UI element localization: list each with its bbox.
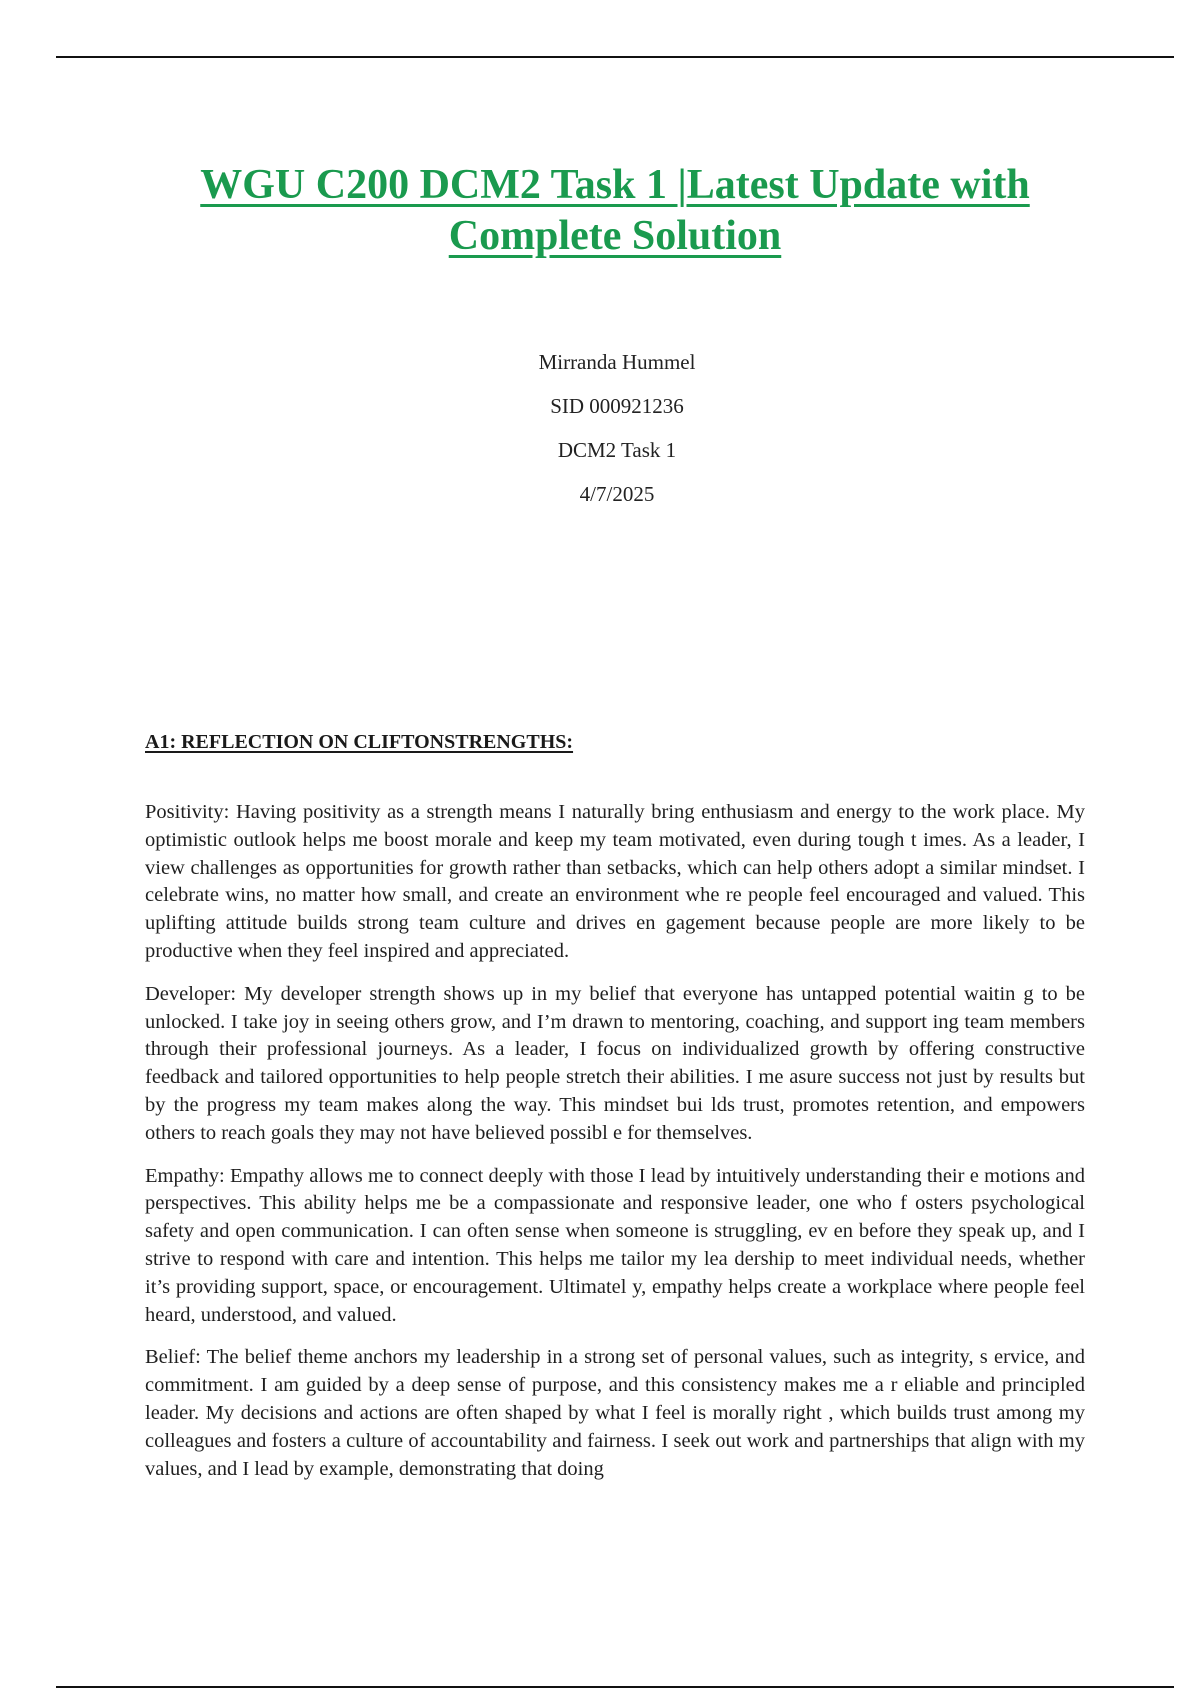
- paragraph-developer: Developer: My developer strength shows up in my belief that everyone has untapped potential waitin g to be unlocked. I take joy in seeing others grow, and I’m drawn to mentoring, coaching, and support ing team members through their professional journeys. As a leader, I focus on individualized growth by offering constructive feedback and tailored opportunities to help people stretch their abilities. I me asure success not just by results but by the progress my team makes along the way. This mindset bui lds trust, promotes retention, and empowers others to reach goals they may not have believed possibl e for themselves.: [145, 982, 1085, 1144]
- author-name: Mirranda Hummel: [538, 350, 696, 374]
- title-line-2: Complete Solution: [448, 213, 782, 259]
- document-date: 4/7/2025: [579, 482, 655, 506]
- bottom-rule: [56, 1686, 1174, 1688]
- paragraph-empathy: Empathy: Empathy allows me to connect deeply with those I lead by intuitively understanding their e motions and perspectives. This ability helps me be a compassionate and responsive leader, one who f osters psychological safety and open communication. I can often sense when someone is struggling, ev en before they speak up, and I strive to respond with care and intention. This helps me tailor my lea dership to meet individual needs, whether it’s providing support, space, or encouragement. Ultimatel y, empathy helps create a workplace where people feel heard, understood, and valued.: [145, 1164, 1085, 1326]
- section-body: [145, 799, 1085, 1498]
- task-name: DCM2 Task 1: [557, 438, 677, 462]
- paragraph-positivity: Positivity: Having positivity as a strength means I naturally bring enthusiasm and energy to the work place. My optimistic outlook helps me boost morale and keep my team motivated, even during tough t imes. As a leader, I view challenges as opportunities for growth rather than setbacks, which can help others adopt a similar mindset. I celebrate wins, no matter how small, and create an environment whe re people feel encouraged and valued. This uplifting attitude builds strong team culture and drives en gagement because people are more likely to be productive when they feel inspired and appreciated.: [145, 801, 1085, 962]
- title-line-1: WGU C200 DCM2 Task 1 |Latest Update with: [200, 162, 1030, 208]
- top-rule: [56, 56, 1174, 58]
- document-title: [100, 160, 1130, 262]
- section-heading: A1: REFLECTION ON CLIFTONSTRENGTHS:: [145, 731, 574, 753]
- student-id: SID 000921236: [550, 394, 684, 418]
- author-block: [0, 340, 1200, 516]
- paragraph-belief: Belief: The belief theme anchors my leadership in a strong set of personal values, such as integrity, s ervice, and commitment. I am guided by a deep sense of purpose, and this consistency makes me a r eliable and principled leader. My decisions and actions are often shaped by what I feel is morally right , which builds trust among my colleagues and fosters a culture of accountability and fairness. I seek out work and partnerships that align with my values, and I lead by example, demonstrating that doing: [145, 1346, 1085, 1480]
